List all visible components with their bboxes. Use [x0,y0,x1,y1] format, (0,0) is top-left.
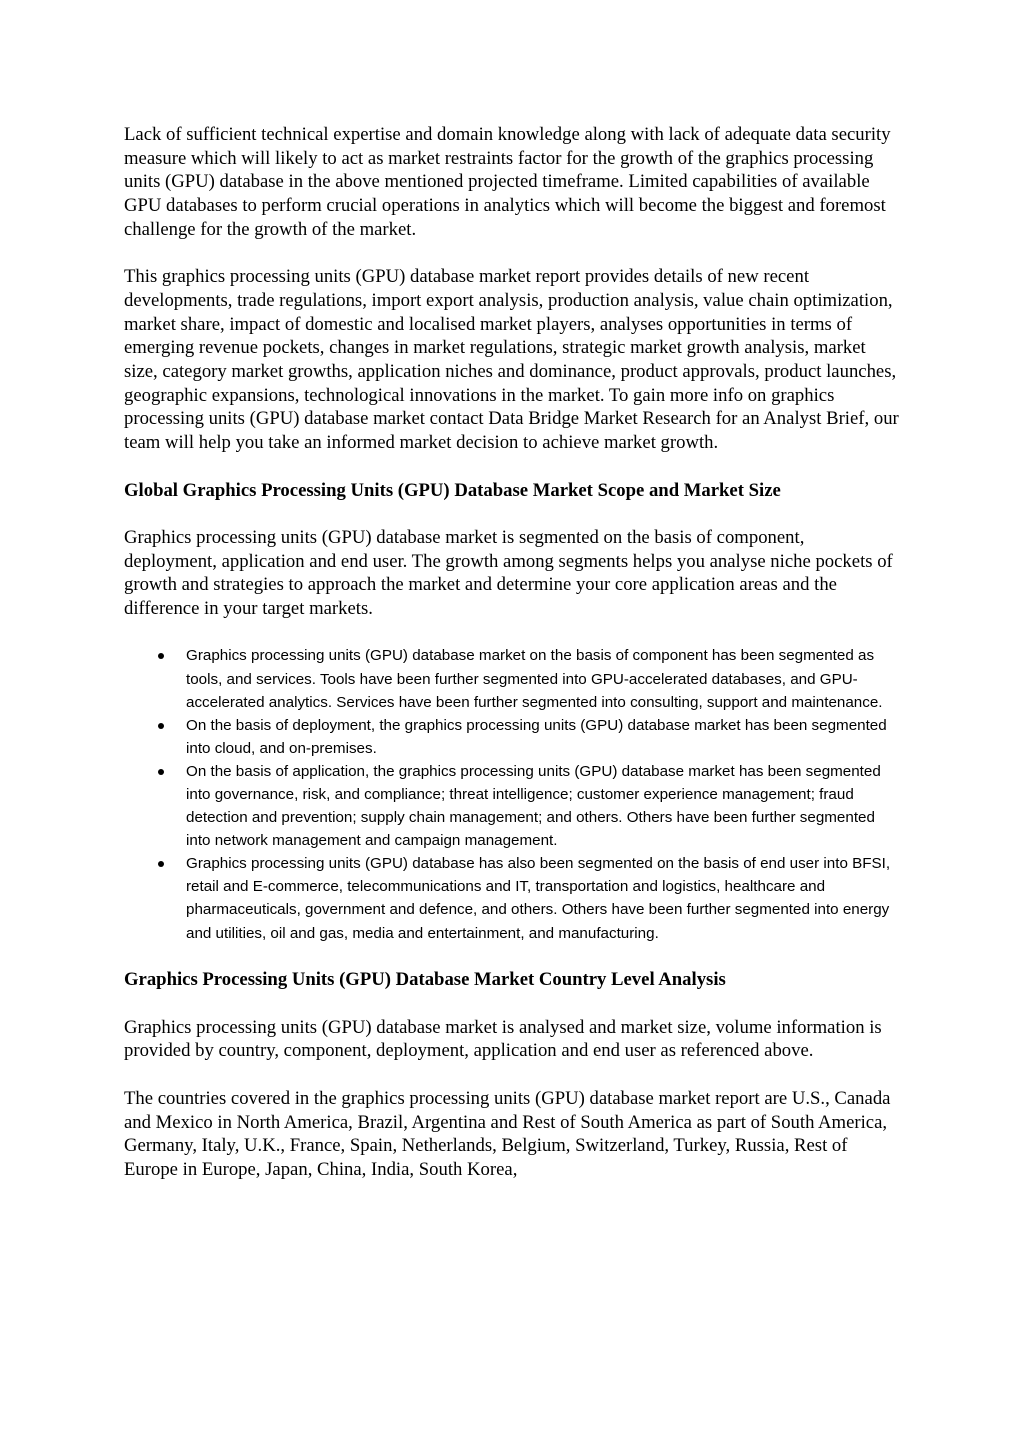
bullet-icon [158,723,164,729]
heading-market-scope: Global Graphics Processing Units (GPU) Database Market Scope and Market Size [124,479,781,501]
paragraph-countries-covered: The countries covered in the graphics processing units (GPU) database market report are U.S., Canada and Mexico in North America, Brazil, Argentina and Rest of South America as part of South America, Germany, Italy, U.K., France, Spain, Netherlands, Belgium, Switzerland, Turkey, Russia, Rest of Europe in Europe, Japan, China, India, South Korea, [124,1087,891,1180]
list-item-text: On the basis of deployment, the graphics processing units (GPU) database market has been segmented into cloud, and on-premises. [186,716,887,757]
list-item-text: Graphics processing units (GPU) database has also been segmented on the basis of end user into BFSI, retail and E-commerce, telecommunications and IT, transportation and logistics, healthcare and pharmaceuticals, government and defence, and others. Others have been further segmented into energy and utilities, oil and gas, media and entertainment, and manufacturing. [186,855,891,942]
paragraph-country-info: Graphics processing units (GPU) database market is analysed and market size, volume information is provided by country, component, deployment, application and end user as referenced above. [124,1016,882,1062]
paragraph-restraints: Lack of sufficient technical expertise and domain knowledge along with lack of adequate data security measure which will likely to act as market restraints factor for the growth of the graphics processing units (GPU) database in the above mentioned projected timeframe. Limited capabilities of available GPU databases to perform crucial operations in analytics which will become the biggest and foremost challenge for the growth of the market. [124,124,891,240]
list-item [124,760,899,852]
list-item [124,852,899,944]
bullet-icon [158,861,164,867]
segmentation-bullet-list [124,644,899,944]
list-item [124,714,899,760]
list-item-text: On the basis of application, the graphics processing units (GPU) database market has been segmented into governance, risk, and compliance; threat intelligence; customer experience management; fraud detection and prevention; supply chain management; and others. Others have been further segmented into network management and campaign management. [186,762,881,850]
list-item-text: Graphics processing units (GPU) database market on the basis of component has been segmented as tools, and services. Tools have been further segmented into GPU-accelerated databases, and GPU-accelerated analytics. Services have been further segmented into consulting, support and maintenance. [186,647,883,711]
paragraph-segmentation: Graphics processing units (GPU) database market is segmented on the basis of component, deployment, application and end user. The growth among segments helps you analyse niche pockets of growth and strategies to approach the market and determine your core application areas and the difference in your target markets. [124,526,893,620]
bullet-icon [158,653,164,659]
bullet-icon [158,769,164,775]
document-page [124,123,899,1205]
list-item [124,644,899,713]
heading-country-analysis: Graphics Processing Units (GPU) Database Market Country Level Analysis [124,969,726,991]
paragraph-report-details: This graphics processing units (GPU) database market report provides details of new recent developments, trade regulations, import export analysis, production analysis, value chain optimization, market share, impact of domestic and localised market players, analyses opportunities in terms of emerging revenue pockets, changes in market regulations, strategic market growth analysis, market size, category market growths, application niches and dominance, product approvals, product launches, geographic expansions, technological innovations in the market. To gain more info on graphics processing units (GPU) database market contact Data Bridge Market Research for an Analyst Brief, our team will help you take an informed market decision to achieve market growth. [124,266,899,454]
